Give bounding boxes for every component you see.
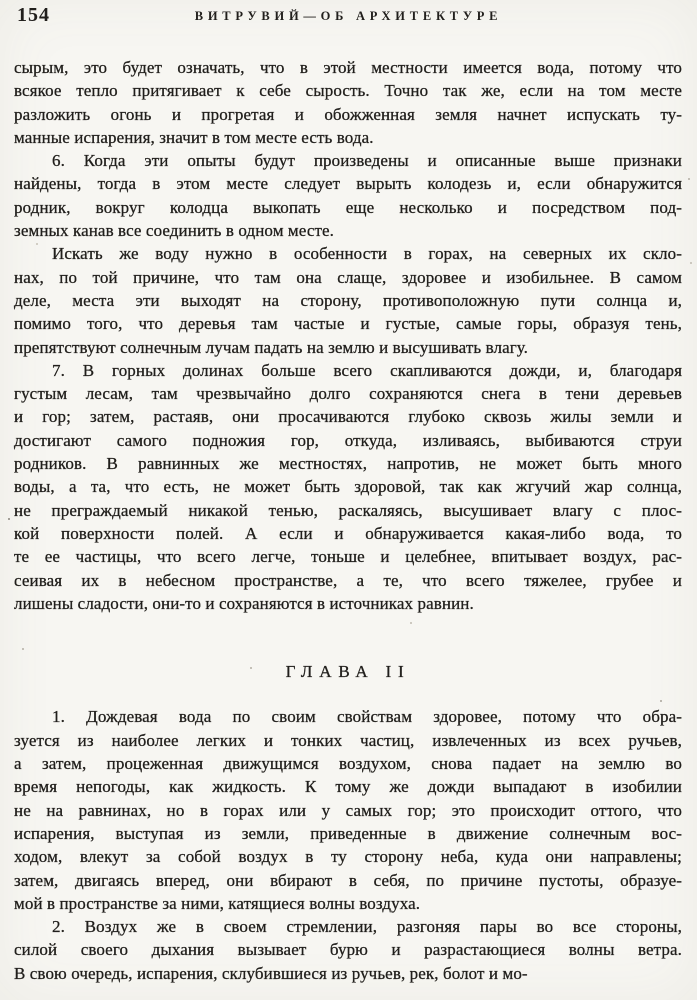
text-line: 6. Когда эти опыты будут произведены и описанные выше признаки [52, 151, 682, 171]
text-line: сеивая их в небесном пространстве, а те, что всего тяжелее, грубее и [14, 570, 682, 590]
text-line: силой своего дыхания вызывает бурю и разрастающиеся волны ветра. [14, 940, 682, 960]
text-line: нах, по той причине, что там она слаще, здоровее и изобильнее. В самом [14, 267, 682, 287]
paragraph [14, 359, 682, 615]
text-line: препятствуют солнечным лучам падать на землю и высушивать влагу. [14, 337, 529, 357]
paragraph [14, 149, 682, 242]
text-line: Искать же воду нужно в особенности в горах, на северных их скло- [52, 244, 682, 264]
text-body [14, 56, 682, 985]
text-line: густым лесам, там чрезвычайно долго сохраняются снега в тени деревьев [14, 384, 682, 404]
text-line: достигают самого подножия гор, откуда, изливаясь, выбиваются струи [14, 430, 682, 450]
text-line: те ее частицы, что всего легче, тоньше и целебнее, впитывает воздух, рас- [14, 547, 682, 567]
text-line: деле, места эти выходят на сторону, противоположную пути солнца и, [14, 290, 682, 310]
paragraph [14, 242, 682, 358]
page-number: 154 [17, 4, 50, 26]
text-line: манные испарения, значит в том месте есть вода. [14, 127, 374, 147]
text-line: затем, двигаясь вперед, они вбирают в себя, по причине пустоты, образуе- [14, 870, 682, 890]
text-line: испарения, выступая из земли, приведенные в движение солнечным вос- [14, 823, 682, 843]
running-head [0, 0, 697, 34]
text-line: помимо того, что деревья там частые и густые, самые горы, образуя тень, [14, 314, 682, 334]
running-title: ВИТРУВИЙ—ОБ АРХИТЕКТУРЕ [194, 9, 503, 23]
text-line: разложить огонь и прогретая и обожженная земля начнет испускать ту- [14, 104, 682, 124]
text-line: мой в пространстве за ними, катящиеся волны воздуха. [14, 893, 421, 913]
text-line: 2. Воздух же в своем стремлении, разгоняя пары во все стороны, [52, 917, 682, 937]
text-line: всякое тепло притягивает к себе сырость. Точно так же, если на том месте [14, 81, 682, 101]
paragraph [14, 56, 682, 149]
text-line: кой поверхности полей. А если и обнаруживается какая-либо вода, то [14, 523, 682, 543]
chapter-heading: ГЛАВА II [285, 662, 411, 682]
paragraph [14, 915, 682, 985]
paragraph [14, 705, 682, 915]
text-line: найдены, тогда в этом месте следует вырыть колодезь и, если обнаружится [14, 174, 682, 194]
text-line: сырым, это будет означать, что в этой местности имеется вода, потому что [14, 58, 682, 77]
text-line: ходом, влекут за собой воздух в ту сторону неба, куда они направлены; [14, 847, 682, 867]
text-line: не преграждаемый никакой тенью, раскаляясь, высушивает влагу с плос- [14, 500, 682, 520]
text-line: 7. В горных долинах больше всего скапливаются дожди, и, благодаря [52, 360, 682, 380]
text-line: время непогоды, как жидкость. К тому же дожди выпадают в изобилии [14, 777, 682, 797]
text-line: родник, вокруг колодца выкопать еще несколько и посредством под- [14, 197, 682, 217]
text-line: лишены сладости, они-то и сохраняются в источниках равнин. [14, 593, 474, 613]
text-line: воды, а та, что есть, не может быть здоровой, так как жгучий жар солнца, [14, 477, 682, 497]
text-line: и гор; затем, растаяв, они просачиваются глубоко сквозь жилы земли и [14, 407, 682, 427]
text-line: В свою очередь, испарения, склубившиеся из ручьев, рек, болот и мо- [14, 963, 528, 983]
text-line: земных канав все соединить в одном месте. [14, 221, 334, 241]
text-line: а затем, процеженная движущимся воздухом, снова падает на землю во [14, 754, 682, 774]
text-line: не на равнинах, но в горах или у самых гор; это происходит оттого, что [14, 800, 682, 820]
text-line: родников. В равнинных же местностях, напротив, не может быть много [14, 454, 682, 474]
text-line: зуется из наиболее легких и тонких частиц, извлеченных из всех ручьев, [14, 730, 682, 750]
text-line: 1. Дождевая вода по своим свойствам здоровее, потому что обра- [52, 707, 682, 727]
